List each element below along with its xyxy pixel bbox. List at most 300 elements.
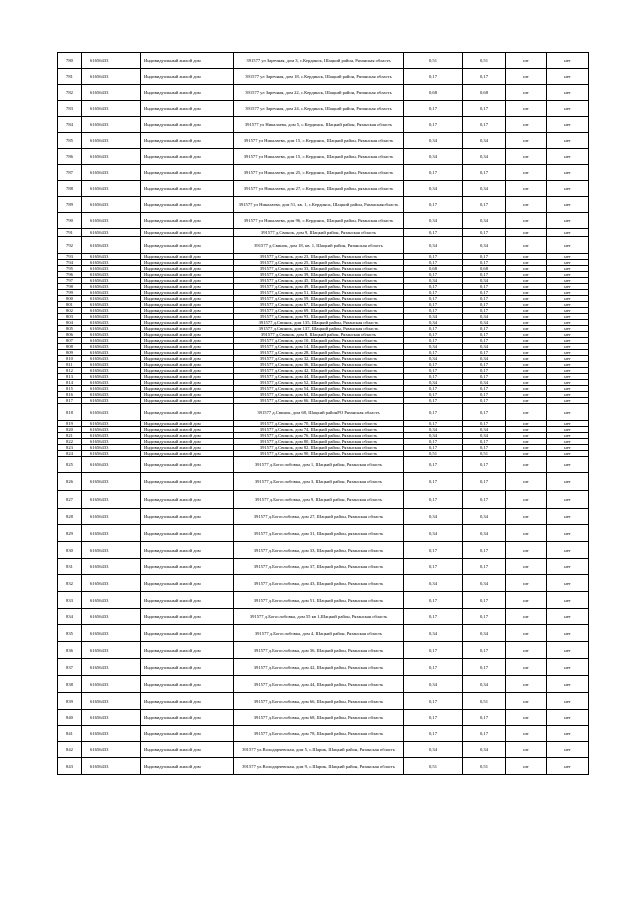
flag-cell: нет bbox=[547, 380, 589, 386]
row-number-cell: 838 bbox=[58, 676, 82, 693]
object-type-cell: Индивидуальный жилой дом bbox=[141, 197, 234, 213]
row-number-cell: 802 bbox=[58, 308, 82, 314]
value-b-cell: 0,34 bbox=[463, 149, 506, 165]
oktmo-code-cell: 61656433 bbox=[82, 421, 141, 427]
value-b-cell: 0,17 bbox=[463, 165, 506, 181]
address-cell: 391577 д.Богослобовка, дом 44, Шацкий район, Рязанская область bbox=[234, 676, 404, 693]
value-b-cell: 0,34 bbox=[463, 213, 506, 229]
address-cell: 391577 д.Богослобовка, дом 33, Шацкий район, Рязанская область bbox=[234, 542, 404, 559]
row-number-cell: 841 bbox=[58, 726, 82, 742]
row-number-cell: 806 bbox=[58, 332, 82, 338]
unit-cell: шт bbox=[506, 433, 547, 439]
row-number-cell: 813 bbox=[58, 374, 82, 380]
value-b-cell: 0,17 bbox=[463, 473, 506, 491]
row-number-cell: 819 bbox=[58, 421, 82, 427]
oktmo-code-cell: 61656433 bbox=[82, 69, 141, 85]
unit-cell: шт bbox=[506, 260, 547, 266]
unit-cell: шт bbox=[506, 296, 547, 302]
flag-cell: нет bbox=[547, 439, 589, 445]
value-b-cell: 0,34 bbox=[463, 237, 506, 254]
object-type-cell: Индивидуальный жилой дом bbox=[141, 726, 234, 742]
address-cell: 391577 д.Свинок, дом 64, Шацкий район, Рязанская область bbox=[234, 392, 404, 398]
flag-cell: нет bbox=[547, 350, 589, 356]
unit-cell: шт bbox=[506, 509, 547, 525]
table-row bbox=[58, 625, 589, 642]
object-type-cell: Индивидуальный жилой дом bbox=[141, 509, 234, 525]
row-number-cell: 791 bbox=[58, 229, 82, 237]
row-number-cell: 827 bbox=[58, 491, 82, 509]
address-cell: 391577 д.Богослобовка, дом 66, Шацкий район, Рязанская область bbox=[234, 693, 404, 710]
flag-cell: нет bbox=[547, 433, 589, 439]
row-number-cell: 784 bbox=[58, 117, 82, 133]
address-cell: 391577 ул.Володарчевская, дом 5, с.Шарик, Шацкий район, Рязанская область bbox=[234, 742, 404, 758]
value-b-cell: 0,34 bbox=[463, 380, 506, 386]
object-type-cell: Индивидуальный жилой дом bbox=[141, 296, 234, 302]
address-cell: 391577 д.Богослобовка, дом 27, Шацкий район, Рязанская область bbox=[234, 509, 404, 525]
object-type-cell: Индивидуальный жилой дом bbox=[141, 260, 234, 266]
value-b-cell: 0,17 bbox=[463, 392, 506, 398]
row-number-cell: 797 bbox=[58, 278, 82, 284]
object-type-cell: Индивидуальный жилой дом bbox=[141, 433, 234, 439]
object-type-cell: Индивидуальный жилой дом bbox=[141, 575, 234, 592]
value-b-cell: 0,17 bbox=[463, 726, 506, 742]
object-type-cell: Индивидуальный жилой дом bbox=[141, 165, 234, 181]
row-number-cell: 800 bbox=[58, 296, 82, 302]
flag-cell: нет bbox=[547, 284, 589, 290]
value-a-cell: 0,17 bbox=[404, 69, 463, 85]
unit-cell: шт bbox=[506, 290, 547, 296]
flag-cell: нет bbox=[547, 758, 589, 775]
value-a-cell: 0,17 bbox=[404, 101, 463, 117]
oktmo-code-cell: 61656433 bbox=[82, 542, 141, 559]
unit-cell: шт bbox=[506, 332, 547, 338]
value-a-cell: 0,17 bbox=[404, 642, 463, 659]
row-number-cell: 843 bbox=[58, 758, 82, 775]
object-type-cell: Индивидуальный жилой дом bbox=[141, 609, 234, 625]
oktmo-code-cell: 61656433 bbox=[82, 404, 141, 421]
row-number-cell: 833 bbox=[58, 592, 82, 609]
flag-cell: нет bbox=[547, 308, 589, 314]
flag-cell: нет bbox=[547, 542, 589, 559]
value-a-cell: 0,34 bbox=[404, 278, 463, 284]
value-b-cell: 0,17 bbox=[463, 609, 506, 625]
value-b-cell: 0,17 bbox=[463, 404, 506, 421]
object-type-cell: Индивидуальный жилой дом bbox=[141, 559, 234, 575]
unit-cell: шт bbox=[506, 278, 547, 284]
oktmo-code-cell: 61656433 bbox=[82, 491, 141, 509]
unit-cell: шт bbox=[506, 542, 547, 559]
row-number-cell: 803 bbox=[58, 314, 82, 320]
address-cell: 391577 д.Свинок, дом 8, Шацкий район, Рязанская область bbox=[234, 332, 404, 338]
flag-cell: нет bbox=[547, 356, 589, 362]
value-a-cell: 0,34 bbox=[404, 575, 463, 592]
flag-cell: нет bbox=[547, 326, 589, 332]
row-number-cell: 837 bbox=[58, 659, 82, 676]
value-b-cell: 0,34 bbox=[463, 742, 506, 758]
value-b-cell: 0,17 bbox=[463, 457, 506, 473]
unit-cell: шт bbox=[506, 350, 547, 356]
oktmo-code-cell: 61656433 bbox=[82, 451, 141, 457]
object-type-cell: Индивидуальный жилой дом bbox=[141, 380, 234, 386]
flag-cell: нет bbox=[547, 609, 589, 625]
table-row bbox=[58, 149, 589, 165]
row-number-cell: 818 bbox=[58, 404, 82, 421]
address-cell: 391577 д.Свинок, дом 68, Шацкий районРО Рязанская область bbox=[234, 404, 404, 421]
oktmo-code-cell: 61656433 bbox=[82, 133, 141, 149]
oktmo-code-cell: 61656433 bbox=[82, 85, 141, 101]
unit-cell: шт bbox=[506, 362, 547, 368]
oktmo-code-cell: 61656433 bbox=[82, 344, 141, 350]
value-a-cell: 0,17 bbox=[404, 392, 463, 398]
address-cell: 391577 д.Свинок, дом 69, Шацкий район, Рязанская область bbox=[234, 308, 404, 314]
address-cell: 391577 д.Свинок, дом 28, Шацкий район, Рязанская область bbox=[234, 350, 404, 356]
value-b-cell: 0,17 bbox=[463, 439, 506, 445]
flag-cell: нет bbox=[547, 320, 589, 326]
value-a-cell: 0,17 bbox=[404, 439, 463, 445]
object-type-cell: Индивидуальный жилой дом bbox=[141, 742, 234, 758]
address-cell: 391577 д.Свинок, дом 25, Шацкий район, Рязанская область bbox=[234, 260, 404, 266]
address-cell: 391577 д.Свинок, дом 70, Шацкий район, Рязанская область bbox=[234, 421, 404, 427]
value-b-cell: 0,34 bbox=[463, 344, 506, 350]
table-row bbox=[58, 742, 589, 758]
oktmo-code-cell: 61656433 bbox=[82, 272, 141, 278]
oktmo-code-cell: 61656433 bbox=[82, 302, 141, 308]
flag-cell: нет bbox=[547, 181, 589, 197]
address-cell: 391577 д.Свинок, дом 54, Шацкий район, Рязанская область bbox=[234, 386, 404, 392]
value-a-cell: 0,34 bbox=[404, 320, 463, 326]
value-a-cell: 0,34 bbox=[404, 356, 463, 362]
object-type-cell: Индивидуальный жилой дом bbox=[141, 302, 234, 308]
object-type-cell: Индивидуальный жилой дом bbox=[141, 85, 234, 101]
oktmo-code-cell: 61656433 bbox=[82, 592, 141, 609]
flag-cell: нет bbox=[547, 85, 589, 101]
row-number-cell: 789 bbox=[58, 197, 82, 213]
oktmo-code-cell: 61656433 bbox=[82, 559, 141, 575]
table-row bbox=[58, 85, 589, 101]
value-a-cell: 0,34 bbox=[404, 742, 463, 758]
unit-cell: шт bbox=[506, 592, 547, 609]
value-a-cell: 0,34 bbox=[404, 433, 463, 439]
row-number-cell: 807 bbox=[58, 338, 82, 344]
table-row bbox=[58, 659, 589, 676]
row-number-cell: 796 bbox=[58, 272, 82, 278]
value-a-cell: 0,17 bbox=[404, 326, 463, 332]
unit-cell: шт bbox=[506, 457, 547, 473]
value-a-cell: 0,34 bbox=[404, 676, 463, 693]
object-type-cell: Индивидуальный жилой дом bbox=[141, 473, 234, 491]
value-a-cell: 0,17 bbox=[404, 350, 463, 356]
row-number-cell: 795 bbox=[58, 266, 82, 272]
object-type-cell: Индивидуальный жилой дом bbox=[141, 457, 234, 473]
flag-cell: нет bbox=[547, 427, 589, 433]
row-number-cell: 832 bbox=[58, 575, 82, 592]
unit-cell: шт bbox=[506, 693, 547, 710]
flag-cell: нет bbox=[547, 69, 589, 85]
value-a-cell: 0,17 bbox=[404, 404, 463, 421]
oktmo-code-cell: 61656433 bbox=[82, 237, 141, 254]
address-cell: 391577 д.Богослобовка, дом 36, Шацкий район, Рязанская область bbox=[234, 642, 404, 659]
address-cell: 391577 д.Богослобовка, дом 9, Шацкий район, Рязанская область bbox=[234, 491, 404, 509]
table-row bbox=[58, 676, 589, 693]
unit-cell: шт bbox=[506, 101, 547, 117]
flag-cell: нет bbox=[547, 659, 589, 676]
unit-cell: шт bbox=[506, 374, 547, 380]
object-type-cell: Индивидуальный жилой дом bbox=[141, 213, 234, 229]
value-a-cell: 0,17 bbox=[404, 165, 463, 181]
oktmo-code-cell: 61656433 bbox=[82, 368, 141, 374]
flag-cell: нет bbox=[547, 451, 589, 457]
object-type-cell: Индивидуальный жилой дом bbox=[141, 362, 234, 368]
unit-cell: шт bbox=[506, 181, 547, 197]
value-a-cell: 0,17 bbox=[404, 302, 463, 308]
row-number-cell: 809 bbox=[58, 350, 82, 356]
object-type-cell: Индивидуальный жилой дом bbox=[141, 290, 234, 296]
value-a-cell: 0,68 bbox=[404, 266, 463, 272]
row-number-cell: 805 bbox=[58, 326, 82, 332]
object-type-cell: Индивидуальный жилой дом bbox=[141, 659, 234, 676]
flag-cell: нет bbox=[547, 457, 589, 473]
object-type-cell: Индивидуальный жилой дом bbox=[141, 445, 234, 451]
value-a-cell: 0,17 bbox=[404, 592, 463, 609]
value-b-cell: 0,17 bbox=[463, 284, 506, 290]
row-number-cell: 808 bbox=[58, 344, 82, 350]
address-cell: 391577 д.Богослобовка, дом 31, Шацкий район, рязанская область bbox=[234, 525, 404, 542]
unit-cell: шт bbox=[506, 451, 547, 457]
oktmo-code-cell: 61656433 bbox=[82, 427, 141, 433]
address-cell: 391577 д.Свинок, дом 90, Шацкий район, Рязанская область bbox=[234, 451, 404, 457]
value-a-cell: 0,17 bbox=[404, 374, 463, 380]
oktmo-code-cell: 61656433 bbox=[82, 742, 141, 758]
table-row bbox=[58, 117, 589, 133]
value-b-cell: 0,17 bbox=[463, 374, 506, 380]
value-b-cell: 0,17 bbox=[463, 659, 506, 676]
oktmo-code-cell: 61656433 bbox=[82, 473, 141, 491]
unit-cell: шт bbox=[506, 302, 547, 308]
unit-cell: шт bbox=[506, 356, 547, 362]
oktmo-code-cell: 61656433 bbox=[82, 374, 141, 380]
table-row bbox=[58, 457, 589, 473]
oktmo-code-cell: 61656433 bbox=[82, 386, 141, 392]
flag-cell: нет bbox=[547, 229, 589, 237]
object-type-cell: Индивидуальный жилой дом bbox=[141, 451, 234, 457]
row-number-cell: 829 bbox=[58, 525, 82, 542]
value-a-cell: 0,34 bbox=[404, 525, 463, 542]
table-row bbox=[58, 710, 589, 726]
oktmo-code-cell: 61656433 bbox=[82, 117, 141, 133]
oktmo-code-cell: 61656433 bbox=[82, 642, 141, 659]
value-b-cell: 0,17 bbox=[463, 254, 506, 260]
oktmo-code-cell: 61656433 bbox=[82, 165, 141, 181]
address-cell: 391577 д.Свинок, дом 80, Шацкий район, Рязанская область bbox=[234, 439, 404, 445]
object-type-cell: Индивидуальный жилой дом bbox=[141, 404, 234, 421]
value-b-cell: 0,17 bbox=[463, 592, 506, 609]
flag-cell: нет bbox=[547, 404, 589, 421]
flag-cell: нет bbox=[547, 374, 589, 380]
unit-cell: шт bbox=[506, 308, 547, 314]
value-b-cell: 0,17 bbox=[463, 332, 506, 338]
value-a-cell: 0,17 bbox=[404, 421, 463, 427]
row-number-cell: 839 bbox=[58, 693, 82, 710]
oktmo-code-cell: 61656433 bbox=[82, 758, 141, 775]
row-number-cell: 812 bbox=[58, 368, 82, 374]
unit-cell: шт bbox=[506, 421, 547, 427]
row-number-cell: 824 bbox=[58, 451, 82, 457]
row-number-cell: 793 bbox=[58, 254, 82, 260]
flag-cell: нет bbox=[547, 117, 589, 133]
oktmo-code-cell: 61656433 bbox=[82, 392, 141, 398]
object-type-cell: Индивидуальный жилой дом bbox=[141, 592, 234, 609]
row-number-cell: 780 bbox=[58, 53, 82, 69]
register-table bbox=[57, 52, 589, 775]
address-cell: 391577 д.Свинок, дом 36, Шацкий район, Рязанская область bbox=[234, 362, 404, 368]
oktmo-code-cell: 61656433 bbox=[82, 296, 141, 302]
object-type-cell: Индивидуальный жилой дом bbox=[141, 439, 234, 445]
row-number-cell: 787 bbox=[58, 165, 82, 181]
value-a-cell: 0,17 bbox=[404, 386, 463, 392]
object-type-cell: Индивидуальный жилой дом bbox=[141, 710, 234, 726]
table-row bbox=[58, 609, 589, 625]
oktmo-code-cell: 61656433 bbox=[82, 229, 141, 237]
object-type-cell: Индивидуальный жилой дом bbox=[141, 344, 234, 350]
address-cell: 391577 д.Свинок, дом 18, кв. 1, Шацкий район, Рязанская область bbox=[234, 237, 404, 254]
unit-cell: шт bbox=[506, 575, 547, 592]
unit-cell: шт bbox=[506, 237, 547, 254]
row-number-cell: 814 bbox=[58, 380, 82, 386]
address-cell: 391577 д.Свинок, дом 59, Шацкий район, Рязанская область bbox=[234, 296, 404, 302]
table-row bbox=[58, 758, 589, 775]
flag-cell: нет bbox=[547, 726, 589, 742]
oktmo-code-cell: 61656433 bbox=[82, 326, 141, 332]
object-type-cell: Индивидуальный жилой дом bbox=[141, 181, 234, 197]
value-a-cell: 0,34 bbox=[404, 213, 463, 229]
unit-cell: шт bbox=[506, 404, 547, 421]
value-b-cell: 0,34 bbox=[463, 427, 506, 433]
value-b-cell: 0,51 bbox=[463, 693, 506, 710]
oktmo-code-cell: 61656433 bbox=[82, 726, 141, 742]
table-row bbox=[58, 229, 589, 237]
row-number-cell: 830 bbox=[58, 542, 82, 559]
row-number-cell: 834 bbox=[58, 609, 82, 625]
row-number-cell: 804 bbox=[58, 320, 82, 326]
address-cell: 391577 д.Богослобовка, дом 1, Шацкий район, Рязанская область bbox=[234, 457, 404, 473]
register-table-sheet bbox=[57, 52, 588, 775]
table-row bbox=[58, 491, 589, 509]
unit-cell: шт bbox=[506, 338, 547, 344]
value-b-cell: 0,34 bbox=[463, 625, 506, 642]
address-cell: 391577 д.Свинок, дом 135, Шацкий район, Рязанская область bbox=[234, 320, 404, 326]
value-a-cell: 0,17 bbox=[404, 338, 463, 344]
value-a-cell: 0,34 bbox=[404, 314, 463, 320]
value-a-cell: 0,17 bbox=[404, 368, 463, 374]
address-cell: 391577 д.Свинок, дом 76, Шацкий район, Рязанская область bbox=[234, 433, 404, 439]
object-type-cell: Индивидуальный жилой дом bbox=[141, 338, 234, 344]
object-type-cell: Индивидуальный жилой дом bbox=[141, 625, 234, 642]
oktmo-code-cell: 61656433 bbox=[82, 101, 141, 117]
value-a-cell: 0,17 bbox=[404, 260, 463, 266]
value-b-cell: 0,17 bbox=[463, 302, 506, 308]
object-type-cell: Индивидуальный жилой дом bbox=[141, 133, 234, 149]
table-row bbox=[58, 542, 589, 559]
table-row bbox=[58, 693, 589, 710]
unit-cell: шт bbox=[506, 368, 547, 374]
oktmo-code-cell: 61656433 bbox=[82, 710, 141, 726]
oktmo-code-cell: 61656433 bbox=[82, 659, 141, 676]
object-type-cell: Индивидуальный жилой дом bbox=[141, 332, 234, 338]
unit-cell: шт bbox=[506, 427, 547, 433]
object-type-cell: Индивидуальный жилой дом bbox=[141, 421, 234, 427]
row-number-cell: 823 bbox=[58, 445, 82, 451]
row-number-cell: 792 bbox=[58, 237, 82, 254]
row-number-cell: 816 bbox=[58, 392, 82, 398]
value-b-cell: 0,17 bbox=[463, 386, 506, 392]
oktmo-code-cell: 61656433 bbox=[82, 53, 141, 69]
flag-cell: нет bbox=[547, 344, 589, 350]
unit-cell: шт bbox=[506, 726, 547, 742]
unit-cell: шт bbox=[506, 117, 547, 133]
object-type-cell: Индивидуальный жилой дом bbox=[141, 427, 234, 433]
flag-cell: нет bbox=[547, 693, 589, 710]
row-number-cell: 788 bbox=[58, 181, 82, 197]
address-cell: 391577 д.Богослобовка, дом 43, Шацкий район, Рязанская область bbox=[234, 575, 404, 592]
address-cell: 391577 ул Заречная, дом 22, с.Кердинск, Шацкий район, Рязанская область bbox=[234, 85, 404, 101]
unit-cell: шт bbox=[506, 758, 547, 775]
unit-cell: шт bbox=[506, 53, 547, 69]
value-b-cell: 0,17 bbox=[463, 350, 506, 356]
table-row bbox=[58, 642, 589, 659]
address-cell: 391577 д.Богослобовка, дом 3, Шацкий район, Рязанская область bbox=[234, 473, 404, 491]
address-cell: 391577 ул Никалаева, дом 25, с.Кердинск, Шацкий район, Рязанская область bbox=[234, 165, 404, 181]
value-a-cell: 0,17 bbox=[404, 726, 463, 742]
address-cell: 391577 д.Свинок, дом 67, Шацкий район, Рязанская область bbox=[234, 302, 404, 308]
row-number-cell: 820 bbox=[58, 427, 82, 433]
object-type-cell: Индивидуальный жилой дом bbox=[141, 326, 234, 332]
address-cell: 391577 д.Свинок, дом 51, Шацкий район, Рязанская область bbox=[234, 290, 404, 296]
unit-cell: шт bbox=[506, 229, 547, 237]
object-type-cell: Индивидуальный жилой дом bbox=[141, 642, 234, 659]
object-type-cell: Индивидуальный жилой дом bbox=[141, 386, 234, 392]
value-a-cell: 0,17 bbox=[404, 290, 463, 296]
value-a-cell: 0,17 bbox=[404, 473, 463, 491]
value-b-cell: 0,17 bbox=[463, 296, 506, 302]
unit-cell: шт bbox=[506, 344, 547, 350]
value-b-cell: 0,34 bbox=[463, 676, 506, 693]
flag-cell: нет bbox=[547, 133, 589, 149]
value-b-cell: 0,17 bbox=[463, 260, 506, 266]
oktmo-code-cell: 61656433 bbox=[82, 314, 141, 320]
value-a-cell: 0,17 bbox=[404, 254, 463, 260]
address-cell: 391577 д.Свинок, дом 14, Шацкий район, Рязанская область bbox=[234, 344, 404, 350]
object-type-cell: Индивидуальный жилой дом bbox=[141, 272, 234, 278]
flag-cell: нет bbox=[547, 266, 589, 272]
flag-cell: нет bbox=[547, 625, 589, 642]
value-b-cell: 0,17 bbox=[463, 338, 506, 344]
value-b-cell: 0,17 bbox=[463, 101, 506, 117]
object-type-cell: Индивидуальный жилой дом bbox=[141, 117, 234, 133]
oktmo-code-cell: 61656433 bbox=[82, 308, 141, 314]
flag-cell: нет bbox=[547, 509, 589, 525]
oktmo-code-cell: 61656433 bbox=[82, 362, 141, 368]
unit-cell: шт bbox=[506, 326, 547, 332]
object-type-cell: Индивидуальный жилой дом bbox=[141, 356, 234, 362]
value-b-cell: 0,34 bbox=[463, 509, 506, 525]
object-type-cell: Индивидуальный жилой дом bbox=[141, 693, 234, 710]
value-b-cell: 0,17 bbox=[463, 69, 506, 85]
value-b-cell: 0,17 bbox=[463, 491, 506, 509]
table-row bbox=[58, 559, 589, 575]
row-number-cell: 794 bbox=[58, 260, 82, 266]
address-cell: 391577 ул Никалаева, дом 96, с.Кердинск, Шацкий район, Рязанская область bbox=[234, 213, 404, 229]
value-b-cell: 0,17 bbox=[463, 398, 506, 404]
